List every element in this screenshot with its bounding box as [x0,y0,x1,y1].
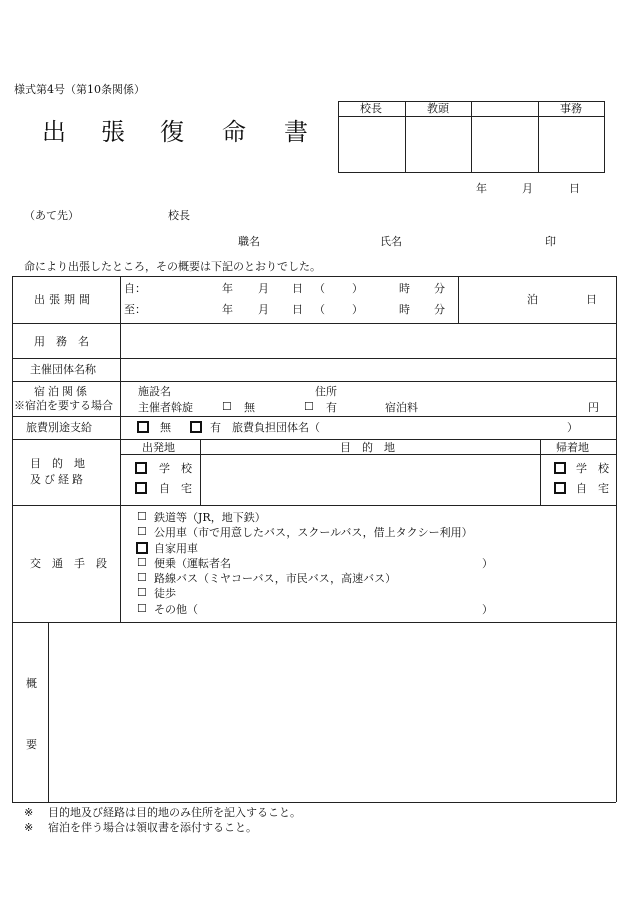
period-to-day: 日 [292,303,303,316]
transport-private-car-label: 自家用車 [154,542,198,555]
title-char: 復 [160,118,184,146]
route-departure-header: 出発地 [142,441,175,454]
lodging-yen-label: 円 [588,401,599,414]
form-number: 様式第4号（第10条関係） [14,83,145,96]
transport-walk-checkbox[interactable]: ☐ [137,586,147,599]
signer-post-label: 職名 [238,235,260,248]
transport-official-car-checkbox[interactable]: ☐ [137,525,147,538]
transport-other-close: ） [482,603,493,616]
return-school-checkbox[interactable] [554,462,566,474]
date-day-label: 日 [569,182,580,195]
summary-label-1: 概 [26,677,37,690]
return-school-label: 学 校 [576,462,609,475]
summary-label-2: 要 [26,738,37,751]
lodging-mediation-label: 主催者斡旋 [138,401,193,414]
title-char: 張 [101,118,125,146]
period-to-paren-open: （ [314,303,325,316]
signer-name-label: 氏名 [380,235,402,248]
transport-ride-share-checkbox[interactable]: ☐ [137,556,147,569]
lodging-facility-label: 施設名 [138,385,171,398]
business-label: 用 務 名 [34,335,89,348]
transport-other-label: その他（ [154,603,198,616]
date-year-label: 年 [476,182,487,195]
title-char: 命 [222,118,246,146]
lodging-fee-label: 宿泊料 [385,401,418,414]
route-sublabel: 及び経路 [30,473,86,486]
transport-official-car-label: 公用車（市で用意したバス，スクールバス，借上タクシー利用） [154,526,473,539]
note-mark: ※ [24,806,34,819]
return-home-checkbox[interactable] [554,482,566,494]
period-nights-label: 泊 [527,293,538,306]
period-label: 出張期間 [34,293,94,306]
period-from-month: 月 [258,282,269,295]
approval-principal-header: 校長 [360,102,382,115]
period-from-minute: 分 [434,282,445,295]
return-home-label: 自 宅 [576,482,609,495]
period-to-minute: 分 [434,303,445,316]
transport-railway-checkbox[interactable]: ☐ [137,510,147,523]
note-text: 宿泊を伴う場合は領収書を添付すること。 [48,821,257,834]
lodging-address-label: 住所 [315,385,337,398]
lodging-yes-checkbox[interactable]: ☐ [304,400,314,413]
period-from-paren-open: （ [314,282,325,295]
signer-seal-label: 印 [545,235,556,248]
period-from-hour: 時 [399,282,410,295]
transport-ride-share-close: ） [482,557,493,570]
transport-private-car-checkbox[interactable] [136,542,148,554]
note-text: 目的地及び経路は目的地のみ住所を記入すること。 [48,806,301,819]
departure-school-checkbox[interactable] [135,462,147,474]
travel-cost-yes-checkbox[interactable] [190,421,202,433]
period-to-month: 月 [258,303,269,316]
departure-home-label: 自 宅 [159,482,192,495]
transport-walk-label: 徒歩 [154,587,176,600]
departure-home-checkbox[interactable] [135,482,147,494]
travel-cost-org-label: 旅費負担団体名（ [232,421,320,434]
travel-cost-yes-label: 有 [210,421,221,434]
organizer-label: 主催団体名称 [30,363,96,376]
lodging-none-label: 無 [244,401,255,414]
period-days-label: 日 [586,293,597,306]
travel-cost-none-checkbox[interactable] [137,421,149,433]
route-label: 目 的 地 [30,457,85,470]
transport-label: 交 通 手 段 [30,557,107,570]
period-to-label: 至： [124,303,146,316]
lodging-sublabel: ※宿泊を要する場合 [14,399,113,412]
note-mark: ※ [24,821,34,834]
transport-ride-share-label: 便乗（運転者名 [154,557,231,570]
period-from-year: 年 [222,282,233,295]
transport-railway-label: 鉄道等（JR，地下鉄） [154,511,266,524]
lodging-label: 宿泊関係 [34,385,90,398]
period-from-paren-close: ） [352,282,363,295]
title-char: 出 [42,118,66,146]
period-to-paren-close: ） [352,303,363,316]
transport-bus-label: 路線バス（ミヤコーバス，市民バス，高速バス） [154,572,397,585]
transport-bus-checkbox[interactable]: ☐ [137,571,147,584]
travel-cost-none-label: 無 [160,421,171,434]
intro-text: 命により出張したところ，その概要は下記のとおりでした。 [24,260,321,273]
period-from-day: 日 [292,282,303,295]
travel-cost-label: 旅費別途支給 [26,421,92,434]
approval-vice-principal-header: 教頭 [427,102,449,115]
title-char: 書 [284,118,308,146]
lodging-yes-label: 有 [326,401,337,414]
route-return-header: 帰着地 [556,441,589,454]
period-from-label: 自： [124,282,146,295]
addressee-label: （あて先） [24,209,79,222]
travel-cost-org-close: ） [567,421,578,434]
transport-other-checkbox[interactable]: ☐ [137,602,147,615]
period-to-year: 年 [222,303,233,316]
route-destination-header: 目 的 地 [340,441,395,454]
lodging-none-checkbox[interactable]: ☐ [222,400,232,413]
addressee-principal: 校長 [168,209,190,222]
summary-field[interactable] [49,623,615,801]
approval-office-header: 事務 [560,102,582,115]
date-month-label: 月 [522,182,533,195]
departure-school-label: 学 校 [159,462,192,475]
period-to-hour: 時 [399,303,410,316]
